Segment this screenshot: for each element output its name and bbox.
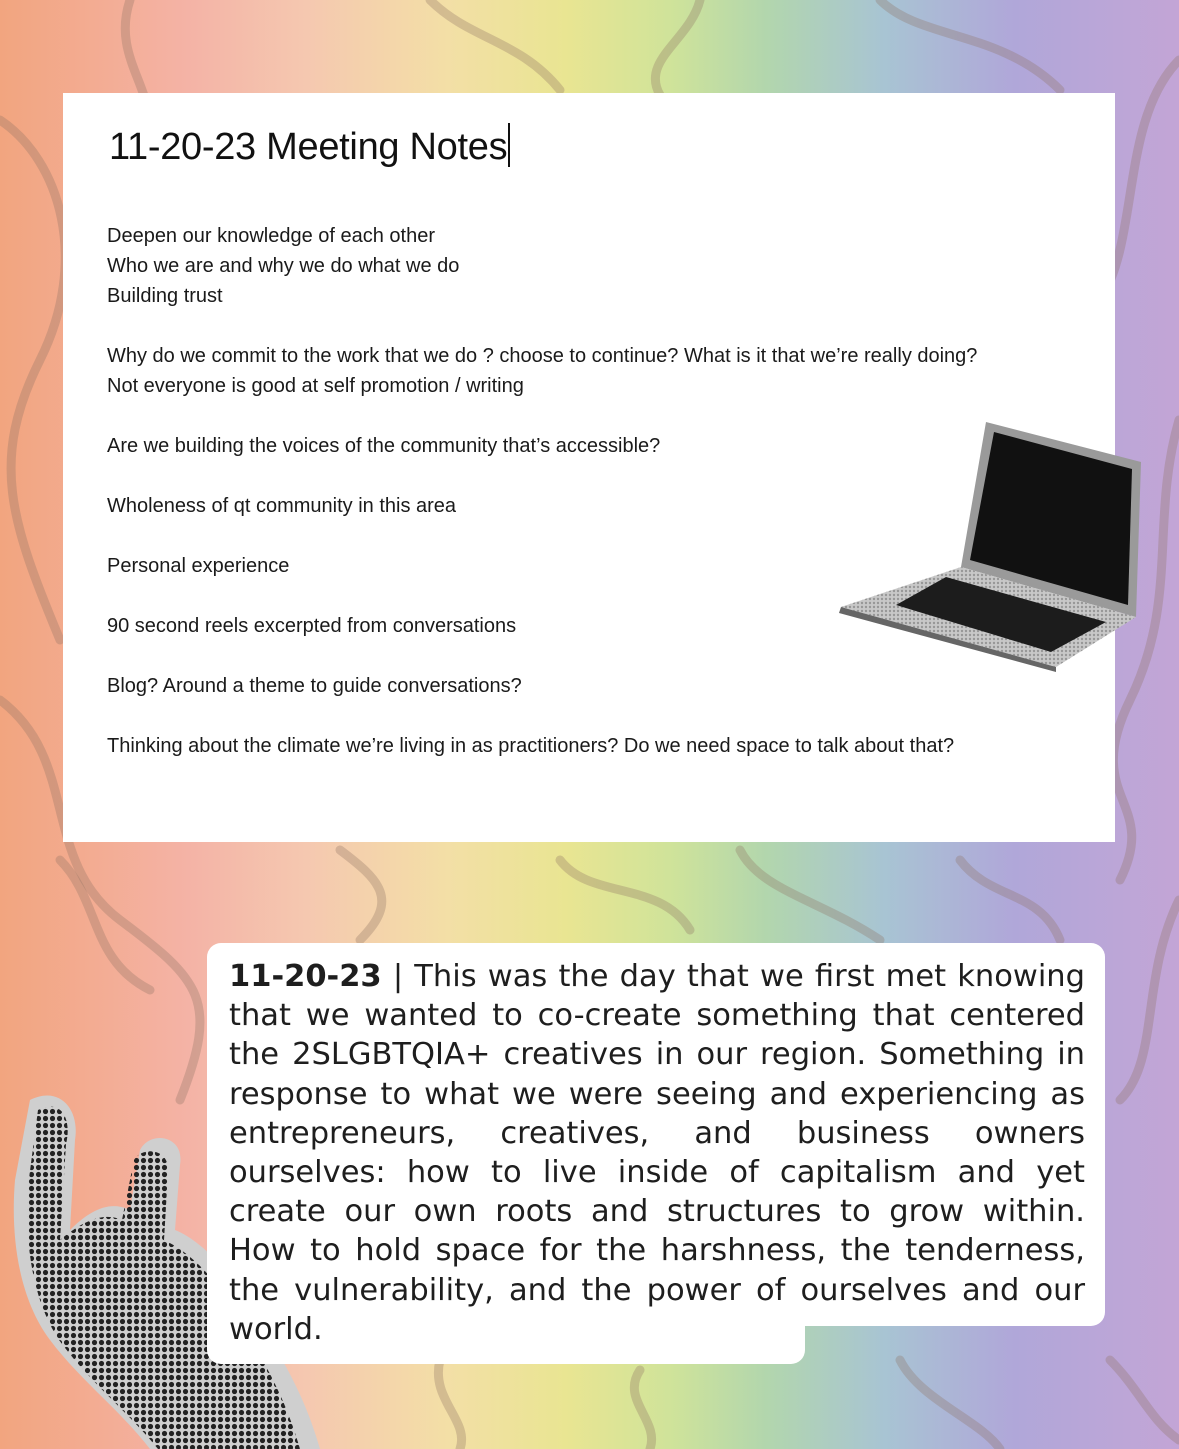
notes-line: Blog? Around a theme to guide conversations?	[107, 675, 522, 697]
caption-separator: |	[381, 959, 415, 994]
text-cursor	[508, 123, 510, 167]
document-title: 11-20-23 Meeting Notes	[109, 123, 510, 169]
notes-line: Building trust	[107, 285, 223, 307]
notes-line: Are we building the voices of the community that’s accessible?	[107, 435, 661, 457]
notes-line	[107, 311, 1087, 341]
notes-line: Why do we commit to the work that we do ? choose to continue? What is it that we’re really doing?	[107, 345, 978, 367]
notes-line: Personal experience	[107, 555, 290, 577]
laptop-icon	[836, 417, 1156, 672]
notes-line: Deepen our knowledge of each other	[107, 225, 436, 247]
notes-line: Thinking about the climate we’re living in as practitioners? Do we need space to talk about that?	[107, 735, 955, 757]
caption-date: 11-20-23	[229, 959, 382, 994]
caption-text	[229, 957, 1085, 1349]
notes-line: Not everyone is good at self promotion / writing	[107, 375, 524, 397]
caption-body: This was the day that we first met knowing that we wanted to co-create something that centered the 2SLGBTQIA+ creatives in our region. Something in response to what we were seeing and experiencing as entrepreneurs, creatives, and business owners ourselves: how to live inside of capitalism and yet create our own roots and structures to grow within. How to hold space for the harshness, the tenderness, the vulnerability, and the power of ourselves and our world.	[229, 959, 1086, 1347]
notes-line: 90 second reels excerpted from conversations	[107, 615, 517, 637]
notes-line: Wholeness of qt community in this area	[107, 495, 457, 517]
notes-line	[107, 701, 1087, 731]
notes-line: Who we are and why we do what we do	[107, 255, 460, 277]
